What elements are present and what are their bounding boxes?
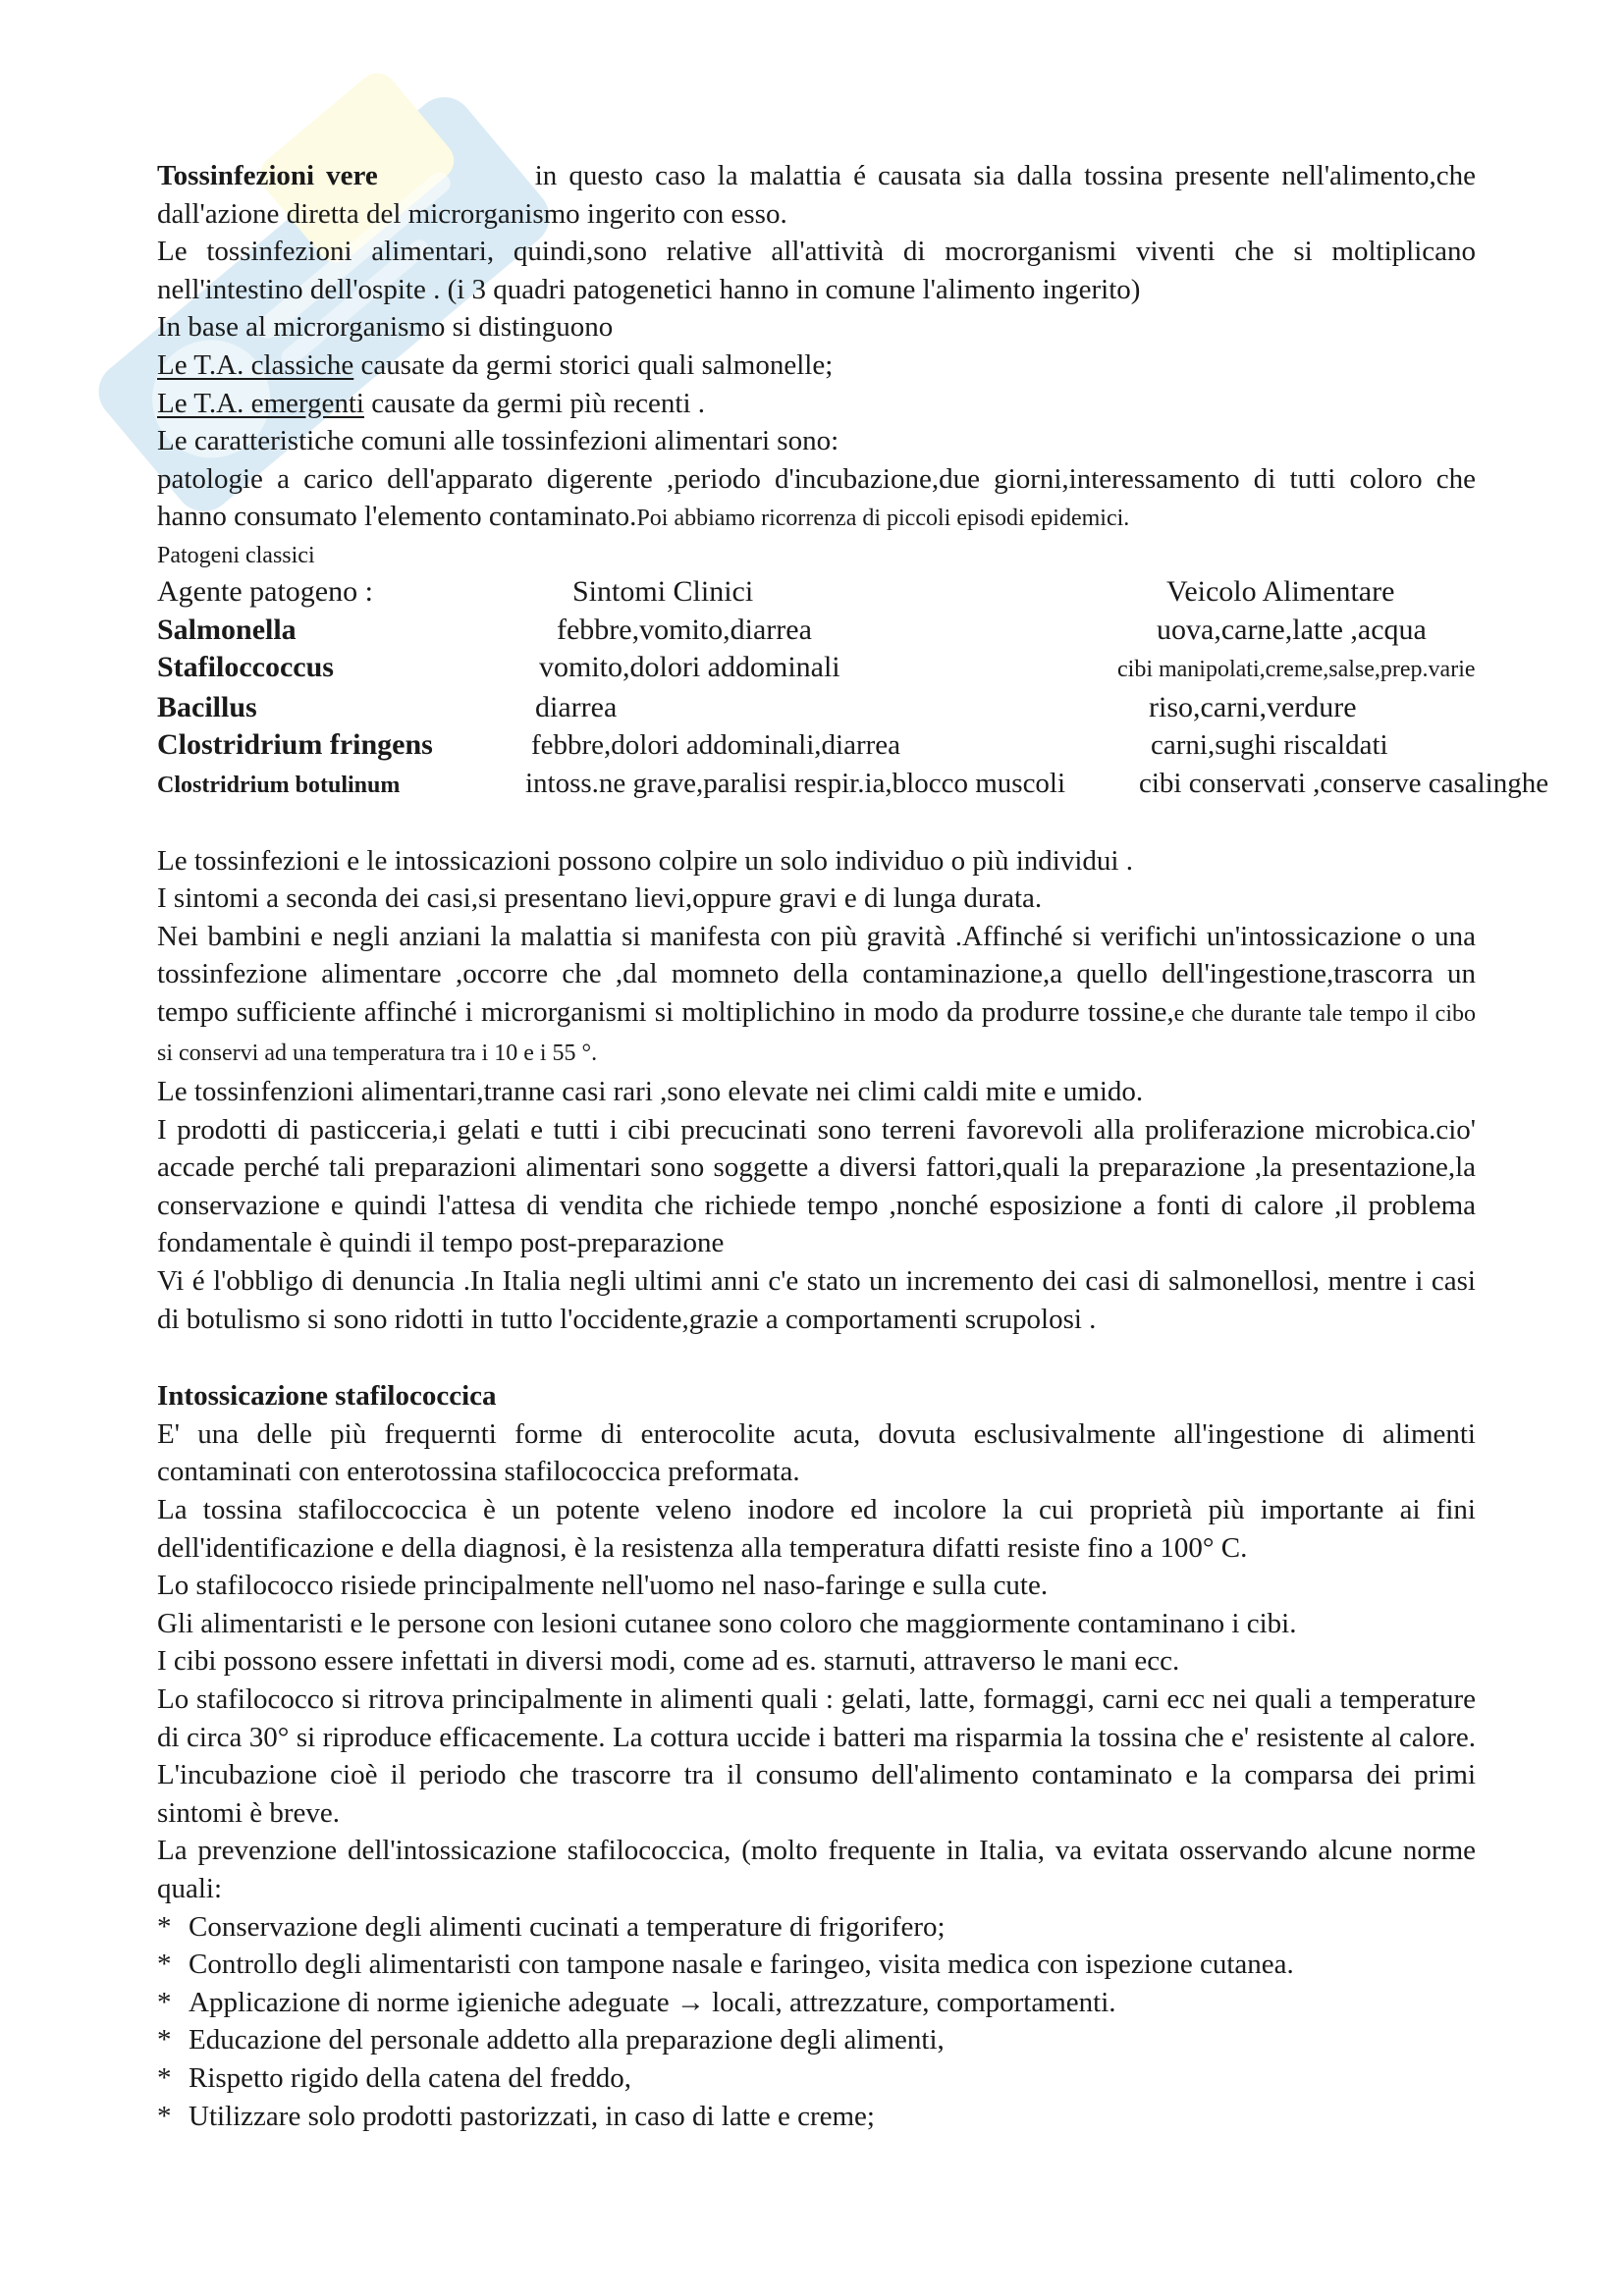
spacer	[157, 805, 1476, 842]
paragraph: La prevenzione dell'intossicazione stafilococcica, (molto frequente in Italia, va evitata osservando alcune norme quali:	[157, 1835, 1476, 1904]
table-row: Clostridrium fringens febbre,dolori addominali,diarrea carni,sughi riscaldati	[157, 728, 1388, 762]
paragraph-tossinfezioni-vere: Tossinfezioni vere in questo caso la malattia é causata sia dalla tossina presente nell'alimento,che dall'azione diretta del microrganismo ingerito con esso.	[157, 160, 1477, 230]
paragraph: Le tossinfenzioni alimentari,tranne casi rari ,sono elevate nei climi caldi mite e umido.	[157, 1076, 1144, 1108]
paragraph: E' una delle più frequernti forme di enterocolite acuta, dovuta esclusivalmente all'ingestione di alimenti contaminati con enterotossina stafilococcica preformata.	[157, 1417, 1476, 1488]
paragraph: Lo stafilococco risiede principalmente nell'uomo nel naso-faringe e sulla cute.	[157, 1570, 1049, 1602]
table-row: Clostridrium botulinum intoss.ne grave,paralisi respir.ia,blocco muscoli cibi conservati ,conserve casalinghe	[157, 767, 1549, 799]
paragraph-ta-classiche: Le T.A. classiche causate da germi storici quali salmonelle;	[157, 348, 834, 381]
paragraph: Le tossinfezioni e le intossicazioni possono colpire un solo individuo o più individui .	[157, 844, 1133, 877]
paragraph: In base al microrganismo si distinguono	[157, 311, 614, 344]
header-symptoms: Sintomi Clinici	[572, 574, 754, 608]
pathogens-table	[157, 573, 1549, 805]
table-header-row	[157, 573, 1476, 612]
spacer	[157, 1338, 1476, 1377]
list-item: * Utilizzare solo prodotti pastorizzati, in caso di latte e creme;	[157, 2100, 875, 2132]
list-item: * Conservazione degli alimenti cucinati a temperature di frigorifero;	[157, 1910, 946, 1943]
paragraph: Lo stafilococco si ritrova principalmente in alimenti quali : gelati, latte, formaggi, carni ecc nei quali a temperature di circa 30° si riproduce efficacemente. La cottura uccide i batteri ma risparmia la tossina che e' resistente al calore. L'incubazione cioè il periodo che trascorre tra il consumo dell'alimento contaminato e la comparsa dei primi sintomi è breve.	[157, 1682, 1476, 1829]
paragraph: I prodotti di pasticceria,i gelati e tutti i cibi precucinati sono terreni favorevoli alla proliferazione microbica.cio' accade perché tali preparazioni alimentari sono soggette a diversi fattori,quali la preparazione ,la presentazione,la conservazione e quindi l'attesa di vendita che richiede tempo ,nonché esposizione a fonti di calore ,il problema fondamentale è quindi il tempo post-preparazione	[157, 1113, 1476, 1259]
section-title: Tossinfezioni vere	[157, 160, 378, 191]
underlined-term: Le T.A. emergenti	[157, 387, 364, 419]
prevention-list	[157, 1908, 1476, 2136]
table-row: Stafiloccoccus vomito,dolori addominali cibi manipolati,creme,salse,prep.varie	[157, 651, 1476, 684]
paragraph: Le caratteristiche comuni alle tossinfezioni alimentari sono:	[157, 425, 839, 457]
table-row: Salmonella febbre,vomito,diarrea uova,carne,latte ,acqua	[157, 613, 1427, 646]
list-item: * Applicazione di norme igieniche adeguate → locali, attrezzature, comportamenti.	[157, 1986, 1116, 2018]
header-vehicle: Veicolo Alimentare	[1166, 574, 1395, 608]
document-page	[157, 157, 1549, 2135]
paragraph: patologie a carico dell'apparato digerente ,periodo d'incubazione,due giorni,interessamento di tutti coloro che hanno consumato l'elemento contaminato.Poi abbiamo ricorrenza di piccoli episodi epidemici.	[157, 462, 1476, 533]
table-row: Bacillus diarrea riso,carni,verdure	[157, 690, 1357, 723]
paragraph: Gli alimentaristi e le persone con lesioni cutanee sono coloro che maggiormente contaminano i cibi.	[157, 1607, 1297, 1639]
paragraph: I sintomi a seconda dei casi,si presentano lievi,oppure gravi e di lunga durata.	[157, 882, 1043, 915]
paragraph: Le tossinfezioni alimentari, quindi,sono relative all'attività di mocrorganismi viventi che si moltiplicano nell'intestino dell'ospite . (i 3 quadri patogenetici hanno in comune l'alimento ingerito)	[157, 236, 1476, 305]
paragraph: Vi é l'obbligo di denuncia .In Italia negli ultimi anni c'e stato un incremento dei casi di salmonellosi, mentre i casi di botulismo si sono ridotti in tutto l'occidente,grazie a comportamenti scrupolosi .	[157, 1265, 1476, 1335]
paragraph: Nei bambini e negli anziani la malattia si manifesta con più gravità .Affinché si verifichi un'intossicazione o una tossinfezione alimentare ,occorre che ,dal momneto della contaminazione,a quello dell'ingestione,trascorra un tempo sufficiente affinché i microrganismi si moltiplichino in modo da produrre tossine,e che durante tale tempo il cibo si conservi ad una temperatura tra i 10 e i 55 °.	[157, 920, 1476, 1067]
list-item: * Educazione del personale addetto alla preparazione degli alimenti,	[157, 2024, 945, 2056]
header-agent: Agente patogeno :	[157, 574, 373, 608]
section-title: Intossicazione stafilococcica	[157, 1380, 497, 1413]
underlined-term: Le T.A. classiche	[157, 348, 354, 381]
list-item: * Controllo degli alimentaristi con tampone nasale e faringeo, visita medica con ispezione cutanea.	[157, 1949, 1294, 1981]
list-item: * Rispetto rigido della catena del freddo,	[157, 2061, 631, 2094]
table-caption: Patogeni classici	[157, 542, 315, 568]
paragraph: La tossina stafiloccoccica è un potente veleno inodore ed incolore la cui proprietà più importante ai fini dell'identificazione e della diagnosi, è la resistenza alla temperatura difatti resiste fino a 100° C.	[157, 1494, 1476, 1564]
paragraph: I cibi possono essere infettati in diversi modi, come ad es. starnuti, attraverso le mani ecc.	[157, 1645, 1180, 1678]
paragraph-ta-emergenti: Le T.A. emergenti causate da germi più recenti .	[157, 387, 706, 419]
